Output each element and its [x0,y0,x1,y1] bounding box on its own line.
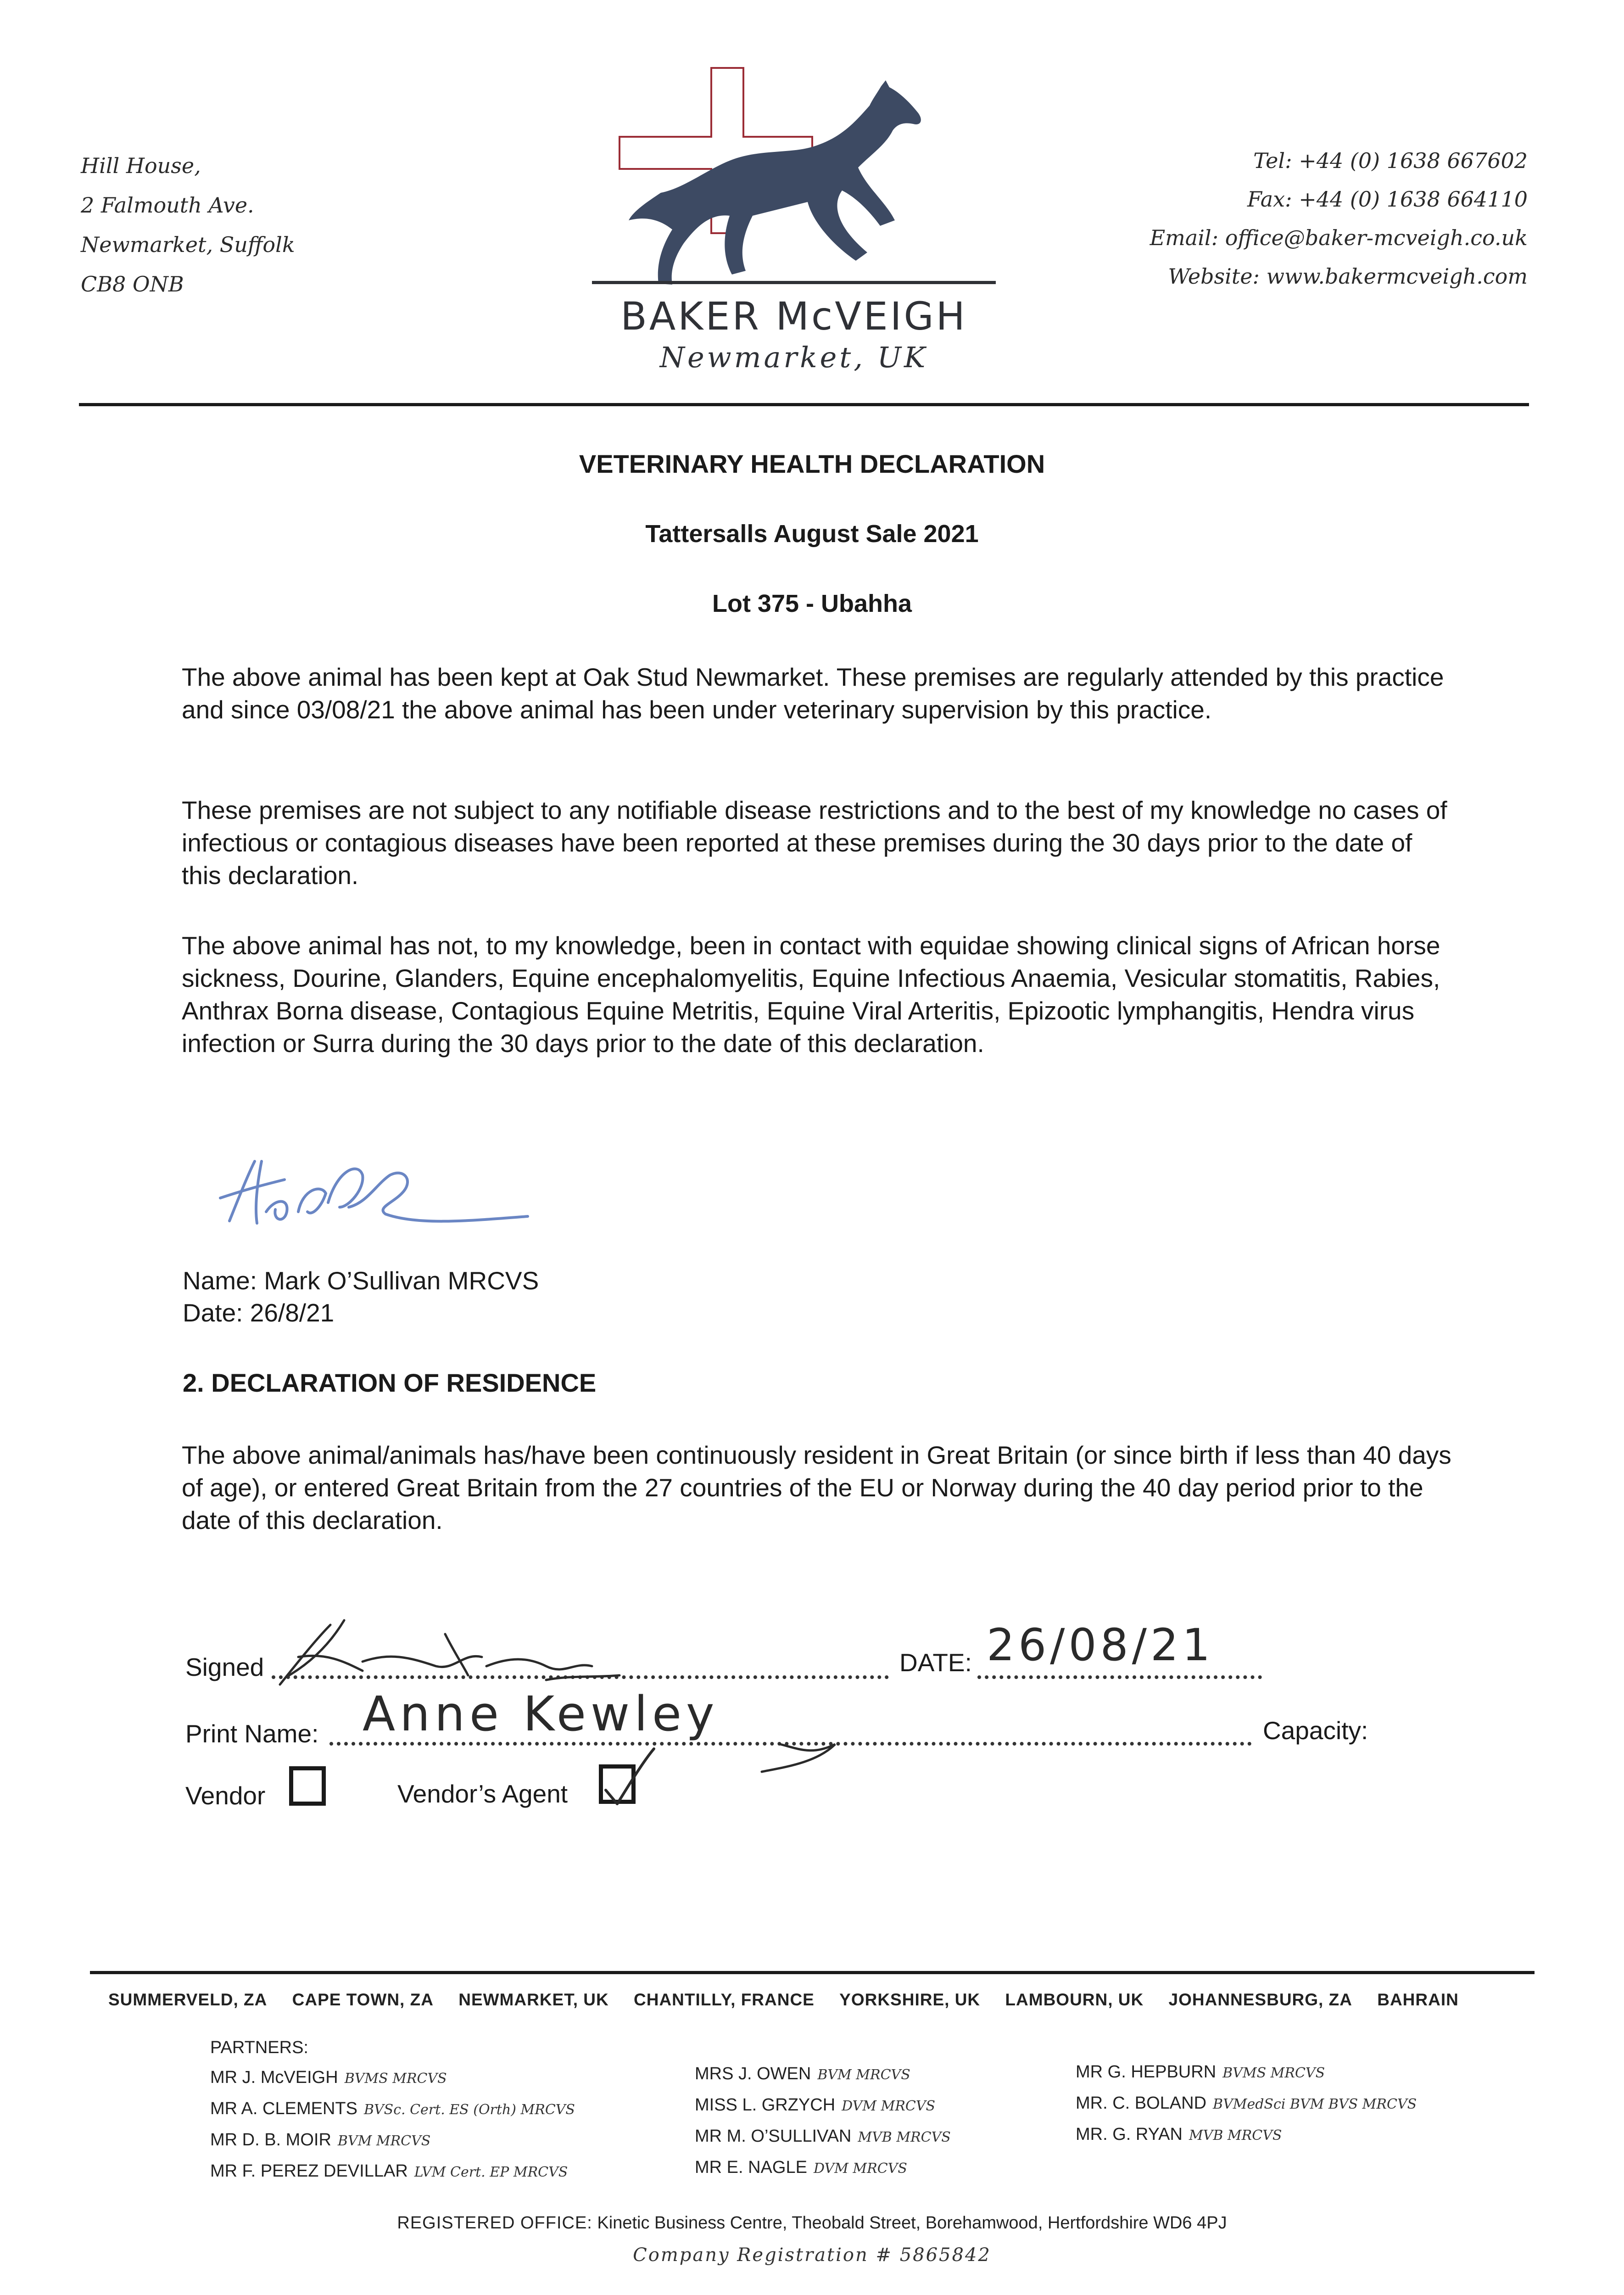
date-line[interactable] [977,1675,1262,1679]
vendor-agent-label: Vendor’s Agent [397,1780,568,1808]
brand-place: Newmarket, UK [659,341,928,374]
header-divider [79,403,1529,406]
partner-quals: MVB MRCVS [1189,2127,1282,2144]
location: JOHANNESBURG, ZA [1168,1990,1352,2009]
print-name-label: Print Name: [185,1719,319,1748]
paragraph-restrictions: These premises are not subject to any notifiable disease restrictions and to the best of my knowledge no cases of infectious or contagious diseases have been reported at these premises during the 30 days prior to the date of this declaration. [182,796,1447,890]
address-line: CB8 ONB [81,272,184,297]
location: SUMMERVELD, ZA [108,1990,268,2009]
partners-column [1076,2062,1417,2156]
partner-name: MR A. CLEMENTS [210,2099,357,2118]
paragraph-contact: The above animal has not, to my knowledge, been in contact with equidae showing clinical signs of African horse sickness, Dourine, Glanders, Equine encephalomyelitis, Equine Infectious Anaemia, Vesicular stomatitis, Rabies, Anthrax Borna disease, Contagious Equine Metritis, Equine Viral Arteritis, Epizootic lymphangitis, Hendra virus infection or Surra during the 30 days prior to the date of this declaration. [182,931,1440,1058]
checkmark-icon [592,1740,656,1808]
partner-name: MR J. McVEIGH [210,2068,338,2087]
partner-quals: MVB MRCVS [858,2129,951,2145]
document-title: VETERINARY HEALTH DECLARATION [579,449,1045,478]
partner-name: MR M. O’SULLIVAN [695,2127,852,2146]
contact-email: Email: office@baker-mcveigh.co.uk [1150,225,1528,250]
partner-entry [210,2068,575,2099]
address-line: Hill House, [81,153,201,178]
section-heading: 2. DECLARATION OF RESIDENCE [183,1368,597,1397]
partner-entry [1076,2125,1417,2156]
partner-entry [695,2158,951,2189]
date-value[interactable]: 26/08/21 [987,1619,1214,1671]
partner-name: MR F. PEREZ DEVILLAR [210,2161,408,2181]
partner-name: MR E. NAGLE [695,2158,807,2177]
lot-title: Lot 375 - Ubahha [712,590,912,617]
print-name-text: Anne Kewley [363,1686,719,1742]
location: NEWMARKET, UK [458,1990,609,2009]
partner-name: MR D. B. MOIR [210,2130,331,2149]
location: CAPE TOWN, ZA [292,1990,434,2009]
partner-quals: BVSc. Cert. ES (Orth) MRCVS [363,2102,575,2118]
partner-name: MR. C. BOLAND [1076,2093,1207,2113]
company-registration: Company Registration # 5865842 [633,2245,991,2266]
footer-divider [90,1971,1535,1974]
brand-name: BAKER McVEIGH [620,294,967,339]
paragraph-premises: The above animal has been kept at Oak Stud Newmarket. These premises are regularly attended by this practice and since 03/08/21 the above animal has been under veterinary supervision by this practice. [182,663,1444,724]
address-line: Newmarket, Suffolk [81,232,295,257]
contact-phone: Tel: +44 (0) 1638 667602 [1253,148,1528,173]
partner-quals: BVMedSci BVM BVS MRCVS [1213,2096,1417,2112]
partner-quals: LVM Cert. EP MRCVS [414,2164,568,2180]
vet-name: Name: Mark O’Sullivan MRCVS [183,1266,539,1295]
vet-date: Date: 26/8/21 [183,1299,335,1327]
address-line: 2 Falmouth Ave. [81,193,254,218]
contact-fax: Fax: +44 (0) 1638 664110 [1247,187,1528,212]
capacity-label: Capacity: [1263,1716,1368,1745]
date-label: DATE: [899,1648,972,1677]
partner-name: MRS J. OWEN [695,2064,811,2083]
brand-block [592,294,996,374]
signed-label: Signed [185,1653,264,1681]
partners-column [695,2064,951,2189]
partner-name: MISS L. GRZYCH [695,2095,836,2115]
partners-heading: PARTNERS: [210,2038,308,2057]
registered-office [0,2213,1624,2233]
location: CHANTILLY, FRANCE [634,1990,815,2009]
partner-entry [695,2095,951,2127]
partner-quals: DVM MRCVS [842,2098,936,2114]
practice-address [81,146,402,304]
partner-quals: DVM MRCVS [813,2161,907,2177]
location: LAMBOURN, UK [1005,1990,1144,2009]
sale-title: Tattersalls August Sale 2021 [645,520,979,548]
vet-signature [211,1134,532,1244]
partner-quals: BVMS MRCVS [344,2071,447,2087]
partner-entry [210,2161,575,2193]
vendor-label: Vendor [185,1781,266,1810]
partner-entry [1076,2062,1417,2093]
partner-name: MR. G. RYAN [1076,2125,1183,2144]
registered-office-label: REGISTERED OFFICE: [397,2213,592,2233]
vendor-checkbox[interactable] [289,1766,326,1806]
horse-icon [629,80,921,285]
partner-entry [210,2099,575,2130]
paragraph-residence: The above animal/animals has/have been continuously resident in Great Britain (or since birth if less than 40 days of age), or entered Great Britain from the 27 countries of the EU or Norway during the 40 day period prior to the date of this declaration. [182,1441,1451,1534]
partner-entry [695,2064,951,2095]
partner-quals: BVM MRCVS [337,2133,431,2149]
partner-name: MR G. HEPBURN [1076,2062,1217,2082]
partner-quals: BVMS MRCVS [1222,2065,1325,2081]
partner-entry [210,2130,575,2161]
contact-website: Website: www.bakermcveigh.com [1168,264,1528,289]
partner-quals: BVM MRCVS [817,2067,910,2083]
location: BAHRAIN [1377,1990,1459,2009]
location: YORKSHIRE, UK [839,1990,981,2009]
partners-column [210,2068,575,2193]
partner-entry [695,2127,951,2158]
contact-details [1023,141,1528,296]
partner-entry [1076,2093,1417,2125]
office-locations [108,1990,1540,2010]
registered-office-address: Kinetic Business Centre, Theobald Street, Borehamwood, Hertfordshire WD6 4PJ [597,2213,1227,2233]
